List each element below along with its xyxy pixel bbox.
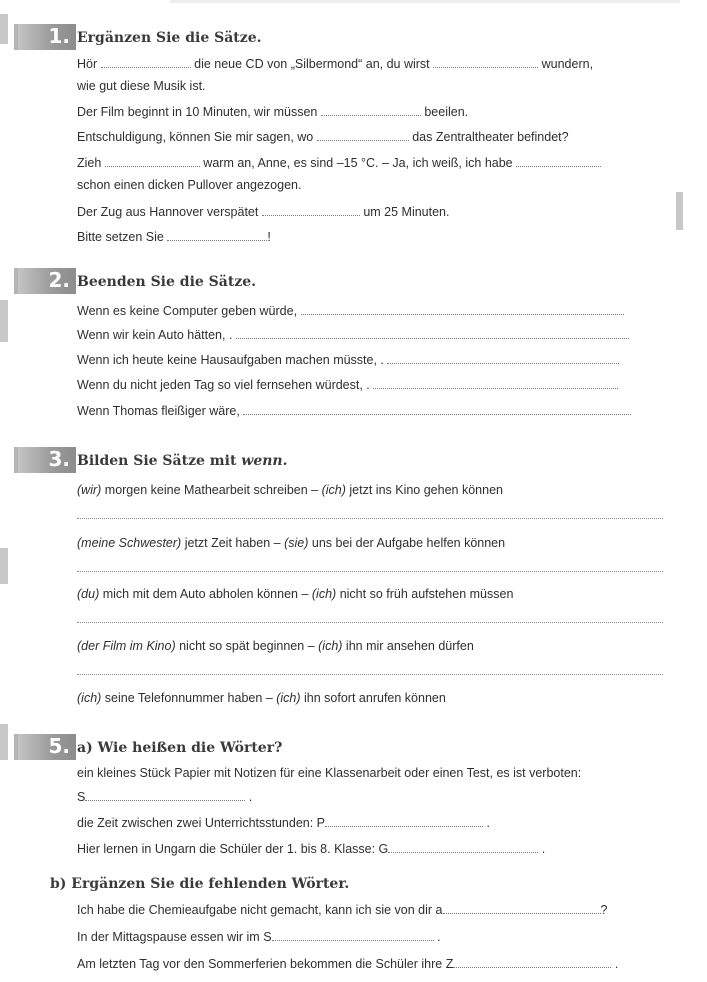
exercise-number-badge	[14, 734, 76, 760]
answer-line[interactable]	[77, 570, 663, 572]
sentence-line: Wenn wir kein Auto hätten, .	[77, 327, 629, 342]
scan-edge-mark	[0, 548, 8, 584]
blank-field[interactable]	[516, 155, 601, 167]
sentence-line: Wenn du nicht jeden Tag so viel fernsehen würdest, .	[77, 377, 618, 392]
blank-field[interactable]	[272, 929, 434, 941]
top-edge-line	[170, 0, 680, 3]
answer-line[interactable]	[77, 621, 663, 623]
exercise-number-badge	[14, 24, 76, 50]
exercise-number-badge	[14, 447, 76, 473]
sentence-line: Bitte setzen Sie !	[77, 230, 271, 244]
blank-field[interactable]	[321, 104, 421, 116]
exercise-title: Beenden Sie die Sätze.	[77, 274, 257, 290]
exercise-number: 3.	[48, 447, 70, 471]
scan-edge-mark	[0, 14, 8, 44]
exercise-title: Ergänzen Sie die Sätze.	[77, 30, 262, 46]
blank-field[interactable]	[101, 56, 191, 68]
exercise-subtitle: b) Ergänzen Sie die fehlenden Wörter.	[50, 876, 350, 892]
blank-field[interactable]	[325, 815, 483, 827]
sentence-prompt: (du) mich mit dem Auto abholen können – (ich) nicht so früh aufstehen müssen	[77, 587, 514, 601]
sentence-line: schon einen dicken Pullover angezogen.	[77, 178, 302, 192]
sentence-line: Der Film beginnt in 10 Minuten, wir müssen beeilen.	[77, 105, 469, 119]
blank-field[interactable]	[317, 129, 409, 141]
sentence-line: Zieh warm an, Anne, es sind –15 °C. – Ja, ich weiß, ich habe	[77, 155, 601, 170]
blank-field[interactable]	[262, 204, 360, 216]
sentence-line: Entschuldigung, können Sie mir sagen, wo das Zentraltheater befindet?	[77, 130, 569, 144]
sentence-prompt: (der Film im Kino) nicht so spät beginnen – (ich) ihn mir ansehen dürfen	[77, 639, 474, 653]
sentence-line: Hör die neue CD von „Silbermond“ an, du wirst wundern,	[77, 57, 594, 71]
blank-field[interactable]	[301, 303, 624, 315]
sentence-prompt: (wir) morgen keine Mathearbeit schreiben – (ich) jetzt ins Kino gehen können	[77, 483, 503, 497]
sentence-prompt: (meine Schwester) jetzt Zeit haben – (sie) uns bei der Aufgabe helfen können	[77, 536, 506, 550]
sentence-line: S .	[77, 790, 253, 804]
blank-field[interactable]	[388, 841, 538, 853]
sentence-line: die Zeit zwischen zwei Unterrichtsstunden: P .	[77, 816, 490, 830]
exercise-title: a) Wie heißen die Wörter?	[77, 740, 283, 756]
sentence-line: Wenn ich heute keine Hausaufgaben machen müsste, .	[77, 352, 619, 367]
blank-field[interactable]	[443, 902, 601, 914]
blank-field[interactable]	[85, 789, 245, 801]
sentence-line: In der Mittagspause essen wir im S .	[77, 930, 441, 944]
scan-edge-mark	[676, 192, 683, 230]
blank-field[interactable]	[433, 56, 538, 68]
blank-field[interactable]	[243, 403, 631, 415]
blank-field[interactable]	[387, 352, 619, 364]
sentence-line: Wenn es keine Computer geben würde,	[77, 303, 624, 318]
sentence-line: Am letzten Tag vor den Sommerferien bekommen die Schüler ihre Z .	[77, 957, 619, 971]
exercise-number: 1.	[48, 24, 70, 48]
sentence-line: Der Zug aus Hannover verspätet um 25 Minuten.	[77, 205, 450, 219]
exercise-number: 2.	[48, 268, 70, 292]
sentence-prompt: (ich) seine Telefonnummer haben – (ich) ihn sofort anrufen können	[77, 691, 446, 705]
sentence-line: Wenn Thomas fleißiger wäre,	[77, 403, 631, 418]
answer-line[interactable]	[77, 517, 663, 519]
answer-line[interactable]	[77, 673, 663, 675]
exercise-number: 5.	[48, 734, 70, 758]
blank-field[interactable]	[236, 327, 629, 339]
blank-field[interactable]	[373, 377, 618, 389]
sentence-line: Ich habe die Chemieaufgabe nicht gemacht, kann ich sie von dir a ?	[77, 903, 608, 917]
scan-edge-mark	[0, 300, 8, 342]
sentence-line: Hier lernen in Ungarn die Schüler der 1. bis 8. Klasse: G .	[77, 842, 546, 856]
sentence-line: wie gut diese Musik ist.	[77, 79, 206, 93]
sentence-line: ein kleines Stück Papier mit Notizen für eine Klassenarbeit oder einen Test, es ist verboten:	[77, 766, 582, 780]
blank-field[interactable]	[453, 956, 611, 968]
blank-field[interactable]	[105, 155, 200, 167]
blank-field[interactable]	[167, 229, 267, 241]
exercise-number-badge	[14, 268, 76, 294]
scan-edge-mark	[0, 724, 8, 760]
exercise-title: Bilden Sie Sätze mit wenn.	[77, 453, 288, 469]
